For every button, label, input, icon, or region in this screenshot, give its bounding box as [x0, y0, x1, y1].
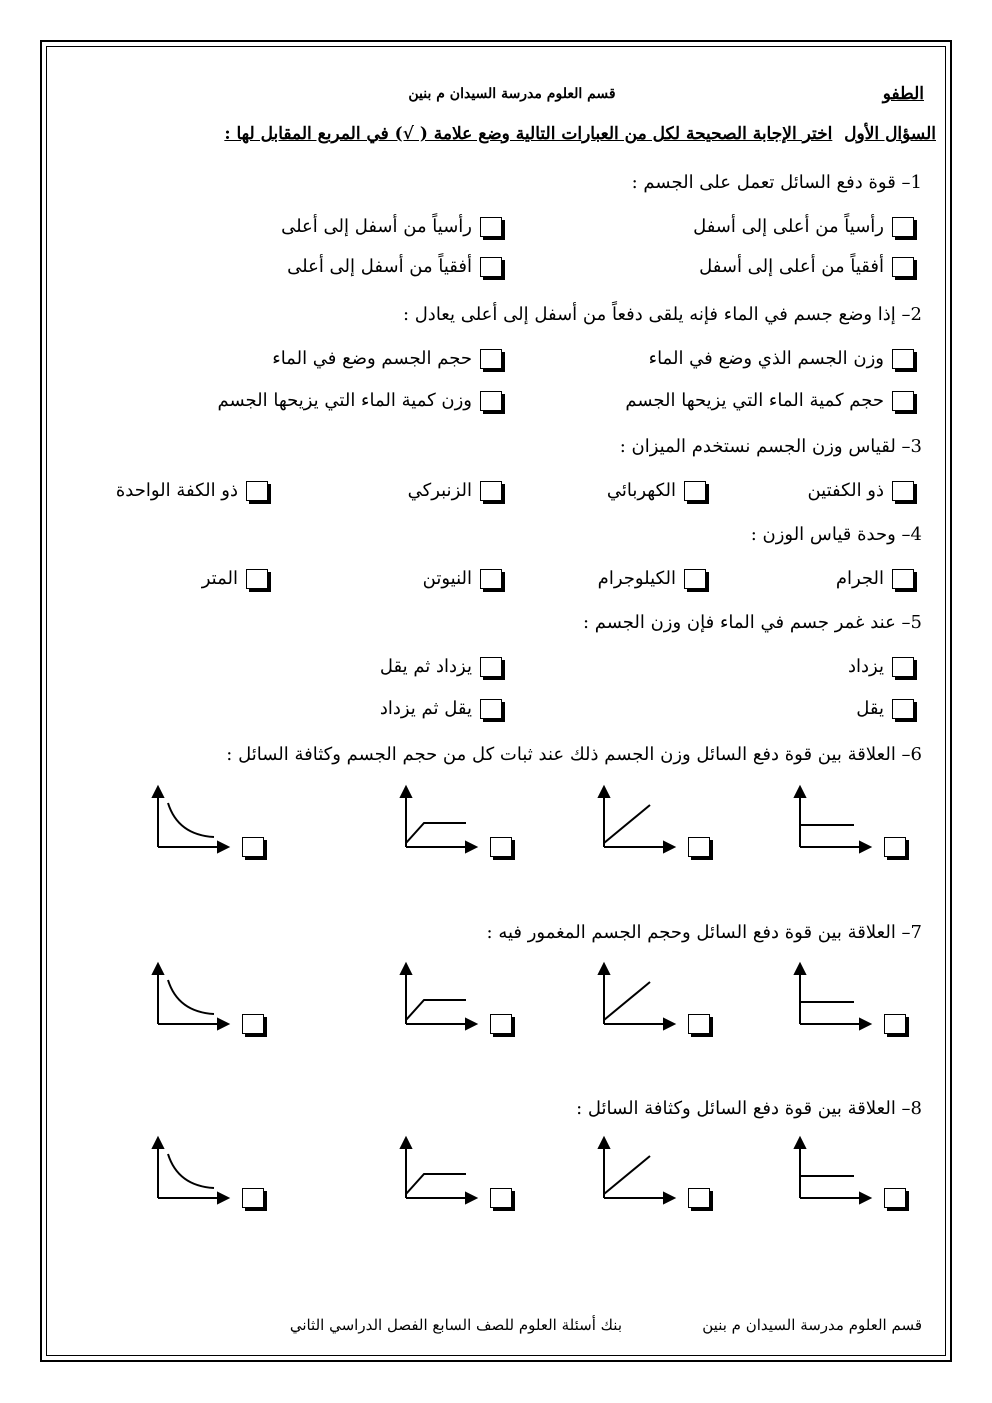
answer-checkbox[interactable] [684, 569, 706, 589]
answer-checkbox[interactable] [480, 699, 502, 719]
option-label: الكهربائي [606, 480, 676, 501]
graph-decreasing-curve [152, 962, 232, 1032]
answer-checkbox[interactable] [892, 217, 914, 237]
option-label: ذو الكفتين [807, 480, 884, 501]
graph-decreasing-curve [152, 785, 232, 855]
answer-checkbox[interactable] [480, 657, 502, 677]
footer-department: قسم العلوم مدرسة السيدان م بنين [702, 1316, 922, 1334]
option[interactable] [217, 390, 502, 411]
question-stem: 6– العلاقة بين قوة دفع السائل وزن الجسم ذلك عند ثبات كل من حجم الجسم وكثافة السائل : [226, 744, 922, 765]
x-axis-arrow [664, 1019, 674, 1029]
option-label: المتر [201, 568, 238, 589]
answer-checkbox[interactable] [480, 257, 502, 277]
question-stem: 2– إذا وضع جسم في الماء فإنه يلقى دفعاً من أسفل إلى أعلى يعادل : [402, 304, 922, 325]
y-axis-arrow [599, 964, 609, 974]
x-axis-arrow [218, 842, 228, 852]
option-label: يقل [856, 698, 884, 719]
option-label: وزن كمية الماء التي يزيحها الجسم [217, 390, 472, 411]
plot-line [406, 1174, 466, 1194]
option[interactable] [380, 698, 502, 719]
answer-checkbox[interactable] [242, 837, 264, 857]
plot-line [604, 1156, 650, 1194]
option[interactable] [423, 568, 502, 589]
graph-constant [794, 1136, 874, 1206]
option-label: الكيلوجرام [597, 568, 676, 589]
option[interactable] [649, 348, 914, 369]
answer-checkbox[interactable] [246, 481, 268, 501]
answer-checkbox[interactable] [246, 569, 268, 589]
option[interactable] [380, 656, 502, 677]
plot-line [406, 1000, 466, 1020]
answer-checkbox[interactable] [892, 699, 914, 719]
y-axis-arrow [153, 1138, 163, 1148]
y-axis-arrow [599, 787, 609, 797]
answer-checkbox[interactable] [688, 1188, 710, 1208]
plot-line [604, 982, 650, 1020]
x-axis-arrow [860, 842, 870, 852]
x-axis-arrow [466, 1019, 476, 1029]
option[interactable] [287, 256, 502, 277]
question-one-heading [224, 124, 936, 144]
answer-checkbox[interactable] [480, 481, 502, 501]
graph-linear [598, 962, 678, 1032]
option-label: رأسياً من أسفل إلى أعلى [281, 216, 472, 237]
question-stem: 3– لقياس وزن الجسم نستخدم الميزان : [619, 436, 922, 457]
graph-constant [794, 785, 874, 855]
option-label: يقل ثم يزداد [379, 698, 472, 719]
page-title: الطفو [882, 84, 924, 104]
x-axis-arrow [860, 1019, 870, 1029]
x-axis-arrow [466, 842, 476, 852]
x-axis-arrow [664, 1193, 674, 1203]
department-header: قسم العلوم مدرسة السيدان م بنين [408, 86, 616, 102]
answer-checkbox[interactable] [480, 349, 502, 369]
answer-checkbox[interactable] [684, 481, 706, 501]
answer-checkbox[interactable] [884, 837, 906, 857]
plot-line [168, 803, 214, 837]
option[interactable] [856, 698, 914, 719]
option-label: أفقياً من أعلى إلى أسفل [699, 256, 884, 277]
answer-checkbox[interactable] [892, 391, 914, 411]
y-axis-arrow [401, 787, 411, 797]
answer-checkbox[interactable] [892, 657, 914, 677]
option[interactable] [836, 568, 914, 589]
option-label: أفقياً من أسفل إلى أعلى [287, 256, 472, 277]
plot-line [168, 980, 214, 1014]
option-label: الزنبركي [407, 480, 472, 501]
answer-checkbox[interactable] [884, 1188, 906, 1208]
question-one-instruction: اختر الإجابة الصحيحة لكل من العبارات التالية وضع علامة ( √) في المربع المقابل لها : [224, 124, 833, 144]
graph-constant [794, 962, 874, 1032]
answer-checkbox[interactable] [480, 217, 502, 237]
question-stem: 1– قوة دفع السائل تعمل على الجسم : [631, 172, 922, 193]
option[interactable] [202, 568, 268, 589]
option-label: رأسياً من أعلى إلى أسفل [693, 216, 884, 237]
option-label: حجم الجسم وضع في الماء [272, 348, 472, 369]
answer-checkbox[interactable] [884, 1014, 906, 1034]
graph-decreasing-curve [152, 1136, 232, 1206]
answer-checkbox[interactable] [480, 391, 502, 411]
question-one-label: السؤال الأول [844, 124, 936, 144]
y-axis-arrow [153, 787, 163, 797]
answer-checkbox[interactable] [892, 349, 914, 369]
graph-linear [598, 785, 678, 855]
graph-linear [598, 1136, 678, 1206]
answer-checkbox[interactable] [892, 569, 914, 589]
graph-rise-then-flat [400, 962, 480, 1032]
answer-checkbox[interactable] [490, 837, 512, 857]
answer-checkbox[interactable] [490, 1014, 512, 1034]
option[interactable] [699, 256, 914, 277]
option[interactable] [408, 480, 502, 501]
option[interactable] [625, 390, 914, 411]
answer-checkbox[interactable] [480, 569, 502, 589]
question-stem: 7– العلاقة بين قوة دفع السائل وحجم الجسم المغمور فيه : [486, 922, 922, 943]
y-axis-arrow [153, 964, 163, 974]
option-label: وزن الجسم الذي وضع في الماء [648, 348, 884, 369]
plot-line [604, 805, 650, 843]
y-axis-arrow [795, 787, 805, 797]
answer-checkbox[interactable] [490, 1188, 512, 1208]
x-axis-arrow [466, 1193, 476, 1203]
option[interactable] [807, 480, 914, 501]
graph-rise-then-flat [400, 1136, 480, 1206]
question-stem: 5– عند غمر جسم في الماء فإن وزن الجسم : [582, 612, 922, 633]
option[interactable] [272, 348, 502, 369]
option-label: الجرام [835, 568, 884, 589]
answer-checkbox[interactable] [242, 1014, 264, 1034]
y-axis-arrow [401, 1138, 411, 1148]
option-label: النيوتن [422, 568, 472, 589]
answer-checkbox[interactable] [688, 1014, 710, 1034]
option[interactable] [693, 216, 914, 237]
y-axis-arrow [401, 964, 411, 974]
graph-rise-then-flat [400, 785, 480, 855]
footer-bank: بنك أسئلة العلوم للصف السابع الفصل الدراسي الثاني [289, 1316, 622, 1334]
answer-checkbox[interactable] [892, 257, 914, 277]
option[interactable] [598, 568, 706, 589]
option[interactable] [281, 216, 502, 237]
option-label: يزداد [848, 656, 884, 677]
y-axis-arrow [599, 1138, 609, 1148]
x-axis-arrow [218, 1019, 228, 1029]
option-label: يزداد ثم يقل [379, 656, 472, 677]
question-stem: 4– وحدة قياس الوزن : [750, 524, 922, 545]
option[interactable] [607, 480, 706, 501]
option[interactable] [848, 656, 914, 677]
x-axis-arrow [664, 842, 674, 852]
option[interactable] [116, 480, 268, 501]
answer-checkbox[interactable] [242, 1188, 264, 1208]
x-axis-arrow [218, 1193, 228, 1203]
option-label: ذو الكفة الواحدة [115, 480, 238, 501]
question-stem: 8– العلاقة بين قوة دفع السائل وكثافة السائل : [576, 1098, 922, 1119]
answer-checkbox[interactable] [892, 481, 914, 501]
plot-line [406, 823, 466, 843]
option-label: حجم كمية الماء التي يزيحها الجسم [625, 390, 884, 411]
x-axis-arrow [860, 1193, 870, 1203]
y-axis-arrow [795, 964, 805, 974]
answer-checkbox[interactable] [688, 837, 710, 857]
plot-line [168, 1154, 214, 1188]
y-axis-arrow [795, 1138, 805, 1148]
